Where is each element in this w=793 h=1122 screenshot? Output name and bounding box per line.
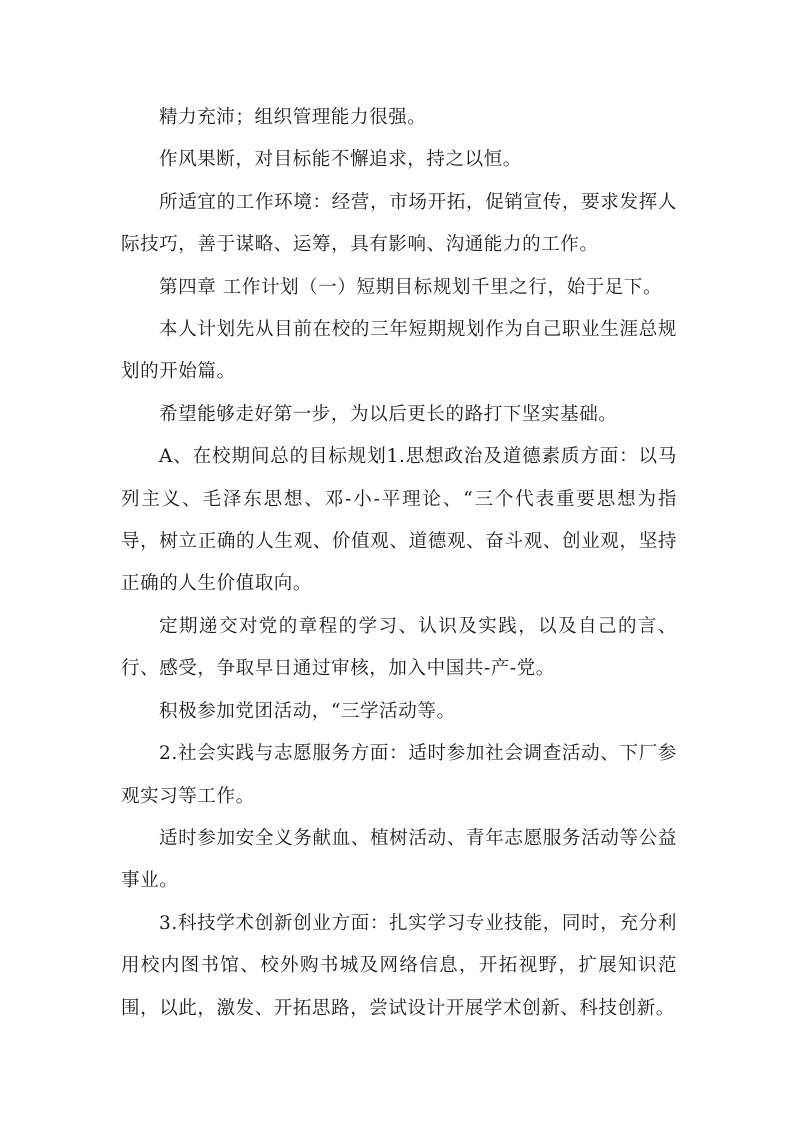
paragraph: 积极参加党团活动，“三学活动等。 — [159, 700, 456, 722]
paragraph: 2.社会实践与志愿服务方面：适时参加社会调查活动、下厂参观实习等工作。 — [121, 743, 677, 807]
paragraph: A、在校期间总的目标规划1.思想政治及道德素质方面：以马列主义、毛泽东思想、邓-小-平理论、“三个代表重要思想为指导，树立正确的人生观、价值观、道德观、奋斗观、创业观，坚持正确的人生价值取向。 — [121, 446, 677, 595]
paragraph: 3.科技学术创新创业方面：扎实学习专业技能，同时，充分利用校内图书馆、校外购书城及网络信息，开拓视野，扩展知识范围，以此，激发、开拓思路，尝试设计开展学术创新、科技创新。 — [121, 912, 677, 1019]
chapter-heading: 第四章 工作计划（一）短期目标规划千里之行，始于足下。 — [159, 276, 663, 298]
paragraph: 希望能够走好第一步，为以后更长的路打下坚实基础。 — [159, 403, 618, 425]
paragraph: 适时参加安全义务献血、植树活动、青年志愿服务活动等公益事业。 — [121, 827, 677, 892]
paragraph: 精力充沛；组织管理能力很强。 — [159, 107, 427, 128]
paragraph: 所适宜的工作环境：经营，市场开拓，促销宣传，要求发挥人际技巧，善于谋略、运筹，具有影响、沟通能力的工作。 — [121, 191, 677, 256]
paragraph: 本人计划先从目前在校的三年短期规划作为自己职业生涯总规划的开始篇。 — [121, 319, 677, 383]
paragraph: 作风果断，对目标能不懈追求，持之以恒。 — [159, 149, 522, 171]
document-body — [121, 97, 677, 1030]
paragraph: 定期递交对党的章程的学习、认识及实践，以及自己的言、行、感受，争取早日通过审核，加入中国共-产-党。 — [121, 615, 677, 680]
